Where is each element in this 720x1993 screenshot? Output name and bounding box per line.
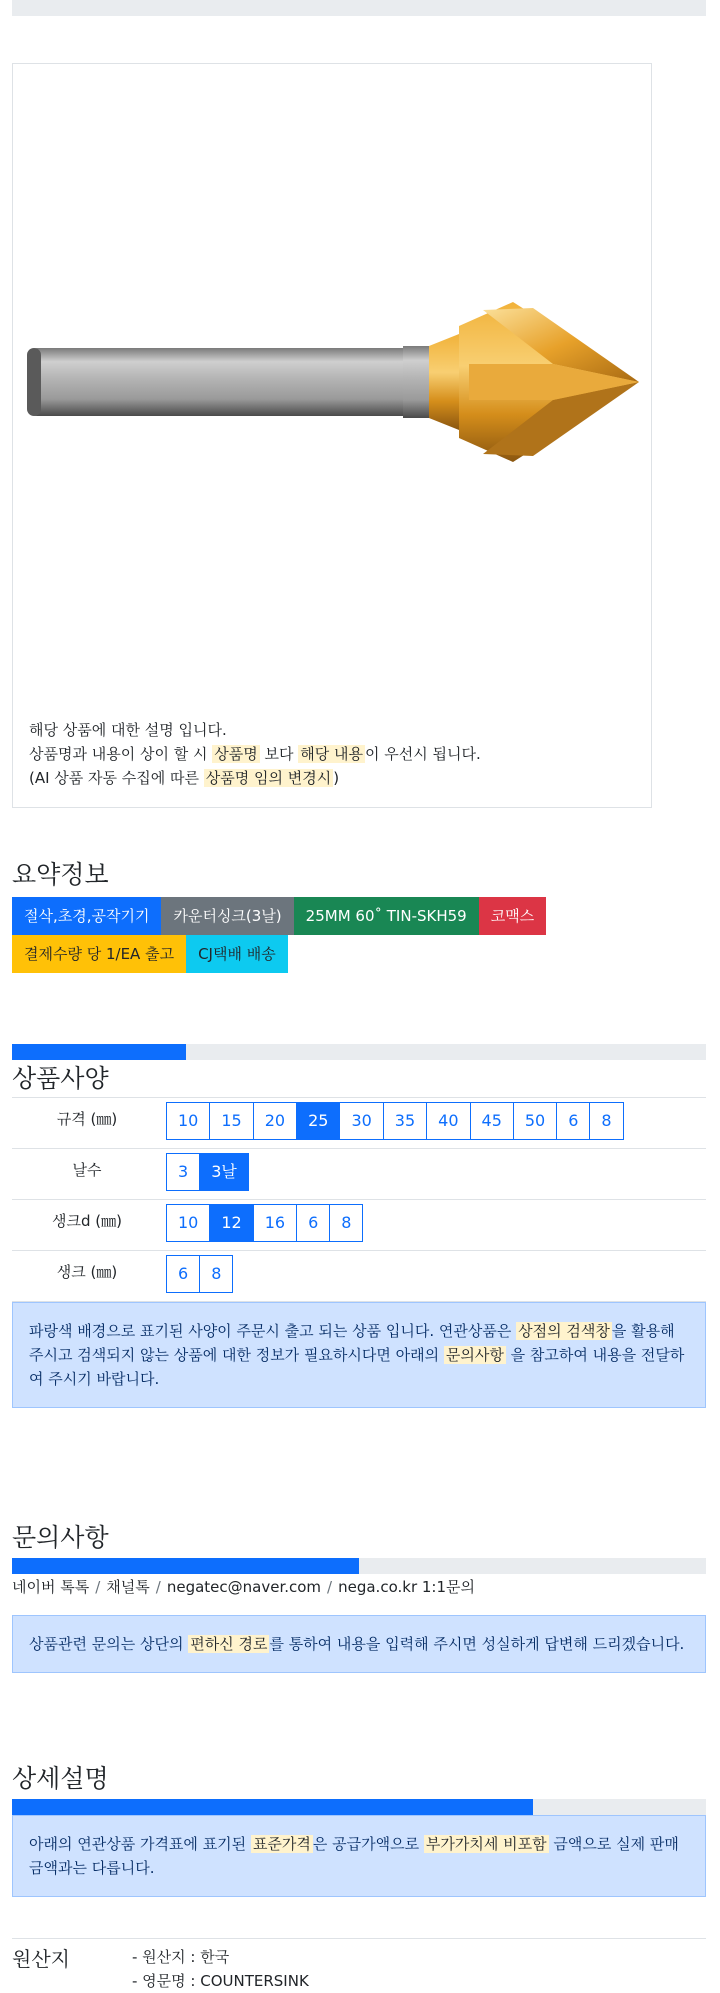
summary-badges-row-1 <box>12 897 712 935</box>
contact-one-on-one[interactable]: nega.co.kr 1:1문의 <box>338 1578 475 1596</box>
option-size-8[interactable]: 8 <box>589 1102 623 1140</box>
notice-text: 은 공급가액으로 <box>312 1835 424 1853</box>
option-shank-d-10[interactable]: 10 <box>166 1204 210 1242</box>
product-card <box>12 63 652 808</box>
description-line-2 <box>29 742 481 766</box>
inquiry-progress-bar <box>12 1558 706 1574</box>
highlight-inquiry: 문의사항 <box>445 1346 504 1364</box>
separator: / <box>327 1578 333 1596</box>
description-text: 상품명과 내용이 상이 할 시 <box>29 745 213 763</box>
notice-text: 상품관련 문의는 상단의 <box>29 1635 189 1653</box>
inquiry-notice <box>12 1615 706 1673</box>
option-size-10[interactable]: 10 <box>166 1102 210 1140</box>
highlight-product-name: 상품명 <box>214 745 258 763</box>
spec-table <box>12 1097 706 1302</box>
highlight-convenient-route: 편하신 경로 <box>190 1635 268 1653</box>
option-size-20[interactable]: 20 <box>253 1102 297 1140</box>
badge-category: 절삭,초경,공작기기 <box>12 897 161 935</box>
origin-section <box>12 1938 706 1990</box>
detail-progress-fill <box>12 1799 533 1815</box>
spec-label-flutes: 날수 <box>12 1149 162 1200</box>
inquiry-title: 문의사항 <box>12 1523 109 1552</box>
description-text: 보다 <box>259 745 299 763</box>
option-size-40[interactable]: 40 <box>426 1102 470 1140</box>
option-size-45[interactable]: 45 <box>470 1102 514 1140</box>
description-line-3 <box>29 766 481 790</box>
option-size-25-selected[interactable]: 25 <box>296 1102 340 1140</box>
notice-text: 아래의 연관상품 가격표에 표기된 <box>29 1835 251 1853</box>
contact-naver-talktalk[interactable]: 네이버 톡톡 <box>12 1578 90 1596</box>
option-size-35[interactable]: 35 <box>383 1102 427 1140</box>
option-shank-d-8[interactable]: 8 <box>329 1204 363 1242</box>
highlight-name-change: 상품명 임의 변경시 <box>205 769 332 787</box>
detail-title: 상세설명 <box>12 1764 109 1793</box>
separator: / <box>95 1578 101 1596</box>
highlight-standard-price: 표준가격 <box>252 1835 311 1853</box>
spec-options-shank-d <box>162 1200 706 1251</box>
top-progress-bar <box>12 0 706 16</box>
option-flutes-3nal-selected[interactable]: 3날 <box>199 1153 249 1191</box>
spec-label-size: 규격 (㎜) <box>12 1098 162 1149</box>
countersink-product-image <box>13 64 651 704</box>
spec-progress-fill <box>12 1044 186 1060</box>
option-flutes-3[interactable]: 3 <box>166 1153 200 1191</box>
detail-notice <box>12 1815 706 1897</box>
badge-type: 카운터싱크(3날) <box>161 897 293 935</box>
description-text: (AI 상품 자동 수집에 따른 <box>29 769 204 787</box>
spec-progress-bar <box>12 1044 706 1060</box>
notice-text: 파랑색 배경으로 표기된 사양이 주문시 출고 되는 상품 입니다. 연관상품은 <box>29 1322 517 1340</box>
spec-label-shank-d: 생크d (㎜) <box>12 1200 162 1251</box>
spec-row-size <box>12 1098 706 1149</box>
spec-label-shank: 생크 (㎜) <box>12 1251 162 1302</box>
option-shank-d-12-selected[interactable]: 12 <box>209 1204 253 1242</box>
option-shank-d-6[interactable]: 6 <box>296 1204 330 1242</box>
spec-row-shank <box>12 1251 706 1302</box>
option-size-50[interactable]: 50 <box>513 1102 557 1140</box>
option-shank-d-16[interactable]: 16 <box>253 1204 297 1242</box>
option-shank-8[interactable]: 8 <box>199 1255 233 1293</box>
spec-options-shank <box>162 1251 706 1302</box>
description-text: 이 우선시 됩니다. <box>364 745 481 763</box>
separator: / <box>155 1578 161 1596</box>
summary-title: 요약정보 <box>12 860 109 889</box>
badge-spec: 25MM 60˚ TIN-SKH59 <box>294 897 479 935</box>
spec-row-flutes <box>12 1149 706 1200</box>
badge-brand: 코맥스 <box>479 897 546 935</box>
spec-title: 상품사양 <box>12 1064 109 1093</box>
badge-quantity: 결제수량 당 1/EA 출고 <box>12 935 186 973</box>
highlight-content: 해당 내용 <box>300 745 363 763</box>
highlight-store-search: 상점의 검색창 <box>518 1322 610 1340</box>
spec-options-flutes <box>162 1149 706 1200</box>
detail-progress-bar <box>12 1799 706 1815</box>
origin-label: 원산지 <box>12 1947 70 1971</box>
spec-options-size <box>162 1098 706 1149</box>
description-line-1: 해당 상품에 대한 설명 입니다. <box>29 721 227 739</box>
origin-country: - 원산지 : 한국 <box>132 1948 230 1966</box>
spec-notice <box>12 1302 706 1408</box>
inquiry-progress-fill <box>12 1558 359 1574</box>
notice-text: 금액으로 실제 판매금액과는 다릅니다. <box>29 1835 679 1877</box>
product-description <box>29 718 481 790</box>
contact-links <box>12 1576 475 1597</box>
spec-row-shank-d <box>12 1200 706 1251</box>
origin-english-name: - 영문명 : COUNTERSINK <box>132 1972 309 1990</box>
contact-email[interactable]: negatec@naver.com <box>166 1578 322 1596</box>
option-size-30[interactable]: 30 <box>339 1102 383 1140</box>
contact-channeltalk[interactable]: 채널톡 <box>106 1578 150 1596</box>
notice-text: 를 통하여 내용을 입력해 주시면 성실하게 답변해 드리겠습니다. <box>269 1635 685 1653</box>
notice-text: 을 참고하여 내용을 전달하여 주시기 바랍니다. <box>29 1346 685 1388</box>
summary-badges-row-2 <box>12 935 712 973</box>
highlight-vat-excluded: 부가가치세 비포함 <box>425 1835 547 1853</box>
option-size-6[interactable]: 6 <box>556 1102 590 1140</box>
description-text: ) <box>333 769 340 787</box>
notice-text: 을 활용해 주시고 검색되지 않는 상품에 대한 정보가 필요하시다면 아래의 <box>29 1322 675 1364</box>
badge-shipping: CJ택배 배송 <box>186 935 288 973</box>
option-shank-6[interactable]: 6 <box>166 1255 200 1293</box>
option-size-15[interactable]: 15 <box>209 1102 253 1140</box>
